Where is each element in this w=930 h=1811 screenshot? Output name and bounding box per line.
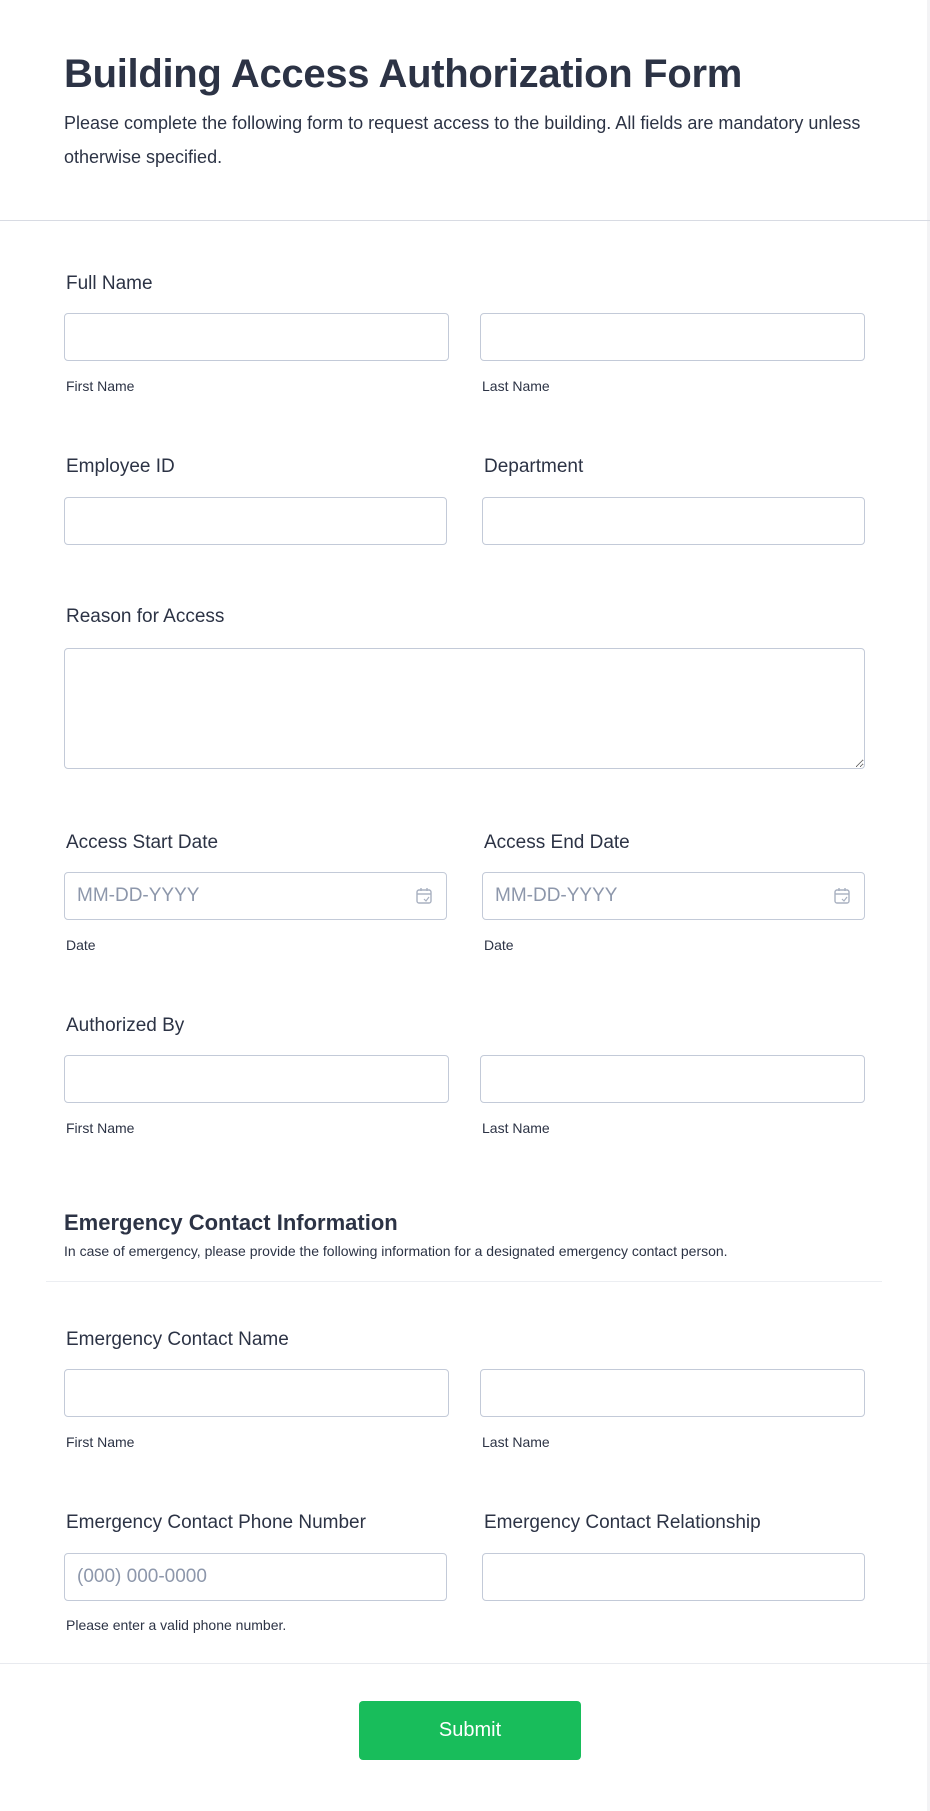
emergency-relationship-input[interactable] [482, 1553, 865, 1601]
calendar-icon[interactable] [833, 887, 851, 905]
authorized-by-first-sublabel: First Name [66, 1120, 135, 1136]
reason-label: Reason for Access [66, 606, 225, 627]
emergency-last-name-input[interactable] [480, 1369, 865, 1417]
emergency-last-sublabel: Last Name [482, 1434, 550, 1450]
calendar-icon[interactable] [415, 887, 433, 905]
full-name-last-input[interactable] [480, 313, 865, 361]
department-input[interactable] [482, 497, 865, 545]
emergency-phone-label: Emergency Contact Phone Number [66, 1512, 366, 1533]
emergency-section-description: In case of emergency, please provide the following information for a designated emergency contact person. [64, 1243, 728, 1259]
end-date-sublabel: Date [484, 937, 514, 953]
full-name-first-input[interactable] [64, 313, 449, 361]
authorized-by-label: Authorized By [66, 1015, 185, 1036]
form-title: Building Access Authorization Form [64, 52, 742, 96]
start-date-label: Access Start Date [66, 832, 219, 853]
end-date-input[interactable] [482, 872, 865, 920]
employee-id-input[interactable] [64, 497, 447, 545]
emergency-name-label: Emergency Contact Name [66, 1329, 289, 1350]
start-date-sublabel: Date [66, 937, 96, 953]
full-name-first-sublabel: First Name [66, 378, 135, 394]
authorized-by-last-input[interactable] [480, 1055, 865, 1103]
emergency-phone-input[interactable] [64, 1553, 447, 1601]
header-divider [0, 220, 930, 221]
section-divider [46, 1281, 882, 1282]
reason-textarea[interactable] [64, 648, 865, 769]
start-date-input[interactable] [64, 872, 447, 920]
authorized-by-first-input[interactable] [64, 1055, 449, 1103]
full-name-last-sublabel: Last Name [482, 378, 550, 394]
authorized-by-last-sublabel: Last Name [482, 1120, 550, 1136]
emergency-phone-helper: Please enter a valid phone number. [66, 1617, 287, 1633]
employee-id-label: Employee ID [66, 456, 175, 477]
emergency-relationship-label: Emergency Contact Relationship [484, 1512, 761, 1533]
emergency-first-name-input[interactable] [64, 1369, 449, 1417]
full-name-label: Full Name [66, 273, 153, 294]
end-date-label: Access End Date [484, 832, 630, 853]
form-description: Please complete the following form to request access to the building. All fields are mandatory unless otherwise specified. [64, 113, 861, 167]
emergency-section-title: Emergency Contact Information [64, 1210, 398, 1235]
emergency-first-sublabel: First Name [66, 1434, 135, 1450]
submit-button[interactable]: Submit [359, 1701, 581, 1760]
footer-divider [0, 1663, 930, 1664]
department-label: Department [484, 456, 584, 477]
